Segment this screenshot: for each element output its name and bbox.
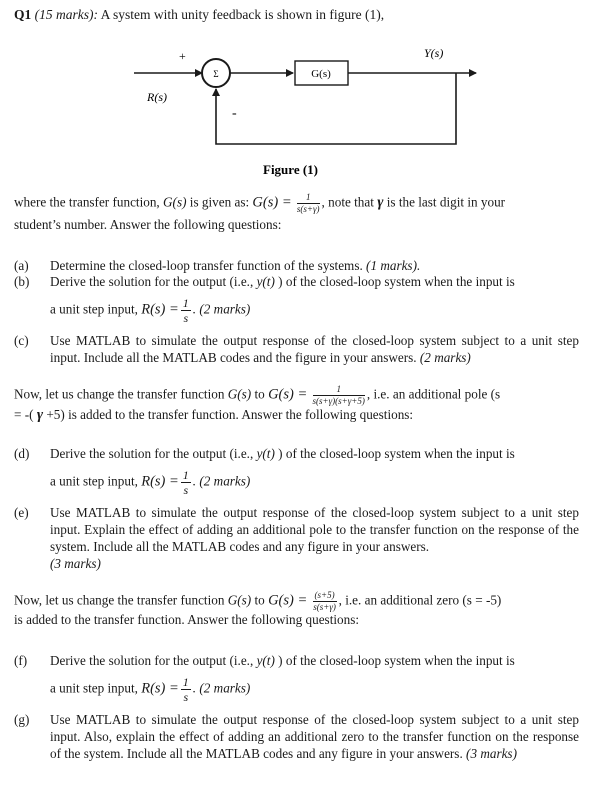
item-e: (e) Use MATLAB to simulate the output response of the closed-loop system subject to a unit step input. Explain the effect of adding an additional pole to the transfer function on the response of the system. Include all the MATLAB codes and any figure in your answers. (3 marks) xyxy=(14,505,579,571)
item-f: (f) Derive the solution for the output (i.e., y(t) ) of the closed-loop system when the input is a unit step input, R(s) = $\frac{1}{s}$ . (2 marks) xyxy=(14,653,515,704)
plus-sign: + xyxy=(179,49,186,63)
output-label: Y(s) xyxy=(424,46,444,60)
transfer-fraction: $\frac{1}{s(s+\gamma)}$ xyxy=(296,192,320,214)
item-c: (c) Use MATLAB to simulate the output response of the closed-loop system subject to a unit step input. Include all the MATLAB codes and the figure in your answers. (2 marks) xyxy=(14,333,579,365)
item-d: (d) Derive the solution for the output (i.e., y(t) ) of the closed-loop system when the input is a unit step input, R(s) = $\frac{1}{s}$ . (2 marks) xyxy=(14,446,515,497)
change-zero-paragraph: Now, let us change the transfer function G(s) to G(s) = $\frac{(s+5)}{s(s+\gamma)}$ , i.e. an additional zero (s = -5) is added to the transfer function. Answer the following questions: xyxy=(14,590,502,627)
question-intro: A system with unity feedback is shown in figure (1), xyxy=(100,7,385,22)
item-b: (b) Derive the solution for the output (i.e., y(t) ) of the closed-loop system when the input is a unit step input, R(s) = $\frac{1}{s}$ . (2 marks) xyxy=(14,274,515,325)
question-marks: (15 marks): xyxy=(34,7,99,22)
item-a: (a) Determine the closed-loop transfer function of the systems. (1 marks). xyxy=(14,258,421,273)
figure-caption: Figure (1) xyxy=(263,162,318,177)
question-label: Q1 xyxy=(14,7,32,22)
change-pole-paragraph: Now, let us change the transfer function G(s) to G(s) = $\frac{1}{s(s+\gamma)(s+\gamma+5)}$ , i.e. an additional pole (s = -( γ +5) is added to the transfer function. Answer the following questions: xyxy=(14,384,501,423)
input-label: R(s) xyxy=(147,90,167,104)
g-block-label: G(s) xyxy=(311,68,331,80)
transfer-paragraph: where the transfer function, G(s) is given as: G(s) = $\frac{1}{s(s+\gamma)}$ , note that γ is the last digit in your student’s number. Answer the following questions: xyxy=(14,192,506,232)
minus-sign: - xyxy=(232,106,237,121)
item-g: (g) Use MATLAB to simulate the output response of the closed-loop system subject to a unit step input. Also, explain the effect of adding an additional zero to the transfer function on the response of the system. Include all the MATLAB codes and any figure in your answers. (3 marks) xyxy=(14,712,579,761)
block-diagram xyxy=(0,0,603,180)
sum-symbol: Σ xyxy=(213,69,219,79)
